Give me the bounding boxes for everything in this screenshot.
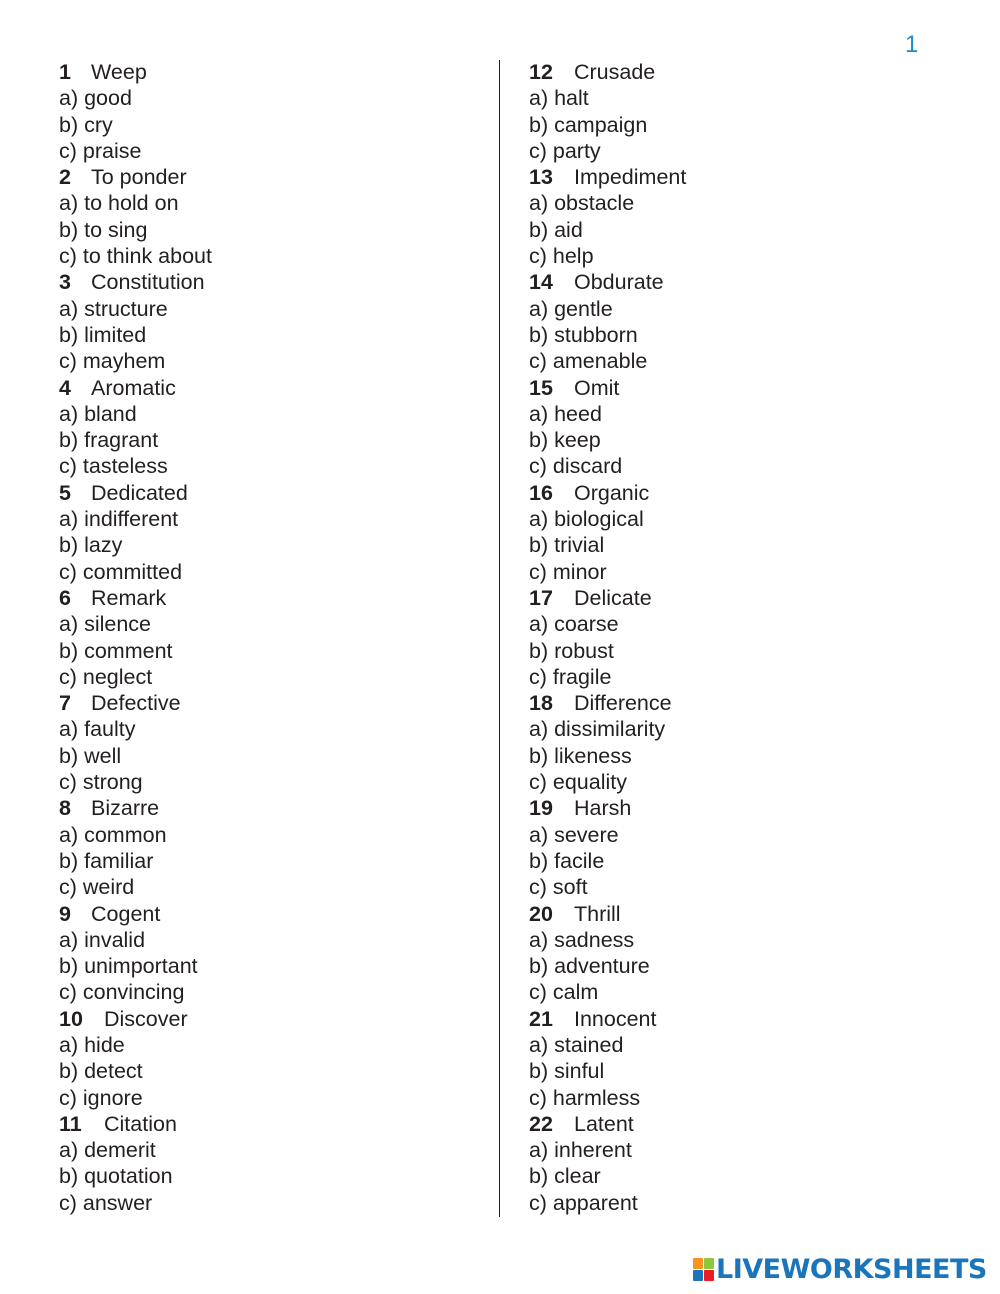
question-word: Crusade	[574, 60, 656, 84]
question-item	[529, 480, 949, 585]
answer-option[interactable]: b) campaign	[529, 112, 648, 137]
answer-option[interactable]: c) praise	[59, 138, 142, 163]
question-heading	[529, 795, 949, 821]
answer-option[interactable]: c) help	[529, 244, 594, 269]
liveworksheets-logo	[693, 1252, 987, 1286]
question-number: 7	[59, 691, 71, 716]
answer-option[interactable]: a) halt	[529, 86, 589, 111]
question-item	[59, 164, 479, 269]
question-item	[59, 1006, 479, 1111]
question-word: Cogent	[91, 901, 161, 926]
question-item	[529, 1006, 949, 1111]
question-number: 22	[529, 1111, 553, 1136]
answer-option[interactable]: c) neglect	[59, 664, 153, 689]
answer-option[interactable]: a) faulty	[59, 717, 136, 742]
answer-option[interactable]: b) unimportant	[59, 954, 198, 979]
answer-option[interactable]: a) severe	[529, 822, 619, 847]
answer-option[interactable]: b) cry	[59, 112, 113, 137]
answer-option[interactable]: a) hide	[59, 1032, 125, 1057]
answer-option[interactable]: c) calm	[529, 980, 599, 1005]
question-heading	[59, 269, 479, 295]
question-word: To ponder	[91, 165, 187, 190]
question-heading	[529, 269, 949, 295]
question-heading	[529, 1006, 949, 1032]
answer-option[interactable]: a) coarse	[529, 612, 619, 637]
question-heading	[529, 480, 949, 506]
liveworksheets-logo-icon	[693, 1258, 713, 1280]
answer-option[interactable]: b) aid	[529, 217, 583, 242]
answer-option[interactable]: b) well	[59, 743, 122, 768]
question-item	[529, 1111, 949, 1216]
question-item	[59, 901, 479, 1006]
answer-option[interactable]: b) sinful	[529, 1059, 605, 1084]
question-item	[529, 269, 949, 374]
question-word: Defective	[91, 691, 181, 716]
right-question-column	[529, 59, 949, 1216]
answer-option[interactable]: b) likeness	[529, 743, 632, 768]
answer-option[interactable]: c) amenable	[529, 349, 648, 374]
question-heading	[529, 901, 949, 927]
answer-option[interactable]: b) lazy	[59, 533, 123, 558]
question-item	[59, 1111, 479, 1216]
question-word: Citation	[104, 1111, 177, 1136]
answer-option[interactable]: b) to sing	[59, 217, 148, 242]
question-number: 8	[59, 796, 71, 821]
question-word: Omit	[574, 375, 620, 400]
answer-option[interactable]: c) to think about	[59, 244, 212, 269]
answer-option[interactable]: b) facile	[529, 848, 605, 873]
question-word: Constitution	[91, 270, 205, 295]
answer-option[interactable]: a) gentle	[529, 296, 613, 321]
question-word: Innocent	[574, 1006, 657, 1031]
answer-option[interactable]: b) trivial	[529, 533, 605, 558]
question-heading	[529, 585, 949, 611]
question-item	[529, 901, 949, 1006]
question-number: 14	[529, 270, 553, 295]
answer-option[interactable]: c) mayhem	[59, 349, 166, 374]
question-number: 20	[529, 901, 553, 926]
answer-option[interactable]: c) ignore	[59, 1085, 143, 1110]
question-word: Organic	[574, 480, 650, 505]
answer-option[interactable]: c) harmless	[529, 1085, 641, 1110]
question-number: 17	[529, 585, 553, 610]
question-heading	[59, 585, 479, 611]
question-word: Latent	[574, 1111, 634, 1136]
answer-option[interactable]: c) soft	[529, 875, 588, 900]
question-number: 19	[529, 796, 553, 821]
answer-option[interactable]: b) limited	[59, 322, 147, 347]
question-number: 12	[529, 60, 553, 84]
logo-square-4	[704, 1270, 714, 1281]
answer-option[interactable]: a) to hold on	[59, 191, 179, 216]
question-heading	[59, 690, 479, 716]
answer-option[interactable]: a) stained	[529, 1032, 624, 1057]
answer-option[interactable]: c) weird	[59, 875, 135, 900]
question-number: 13	[529, 165, 553, 190]
question-heading	[529, 164, 949, 190]
question-word: Thrill	[574, 901, 621, 926]
question-item	[529, 375, 949, 480]
question-item	[59, 269, 479, 374]
answer-option[interactable]: c) tasteless	[59, 454, 168, 479]
column-divider	[499, 60, 500, 1217]
question-number: 4	[59, 375, 71, 400]
logo-square-1	[693, 1258, 703, 1269]
answer-option[interactable]: a) demerit	[59, 1138, 156, 1163]
question-item	[59, 795, 479, 900]
answer-option[interactable]: c) equality	[529, 770, 627, 795]
answer-option[interactable]: a) obstacle	[529, 191, 635, 216]
question-item	[529, 59, 949, 164]
question-number: 9	[59, 901, 71, 926]
question-word: Difference	[574, 691, 672, 716]
answer-option[interactable]: b) robust	[529, 638, 614, 663]
question-number: 1	[59, 60, 71, 84]
question-heading	[59, 480, 479, 506]
answer-option[interactable]: c) convincing	[59, 980, 185, 1005]
question-heading	[59, 1111, 479, 1137]
question-number: 15	[529, 375, 553, 400]
question-word: Bizarre	[91, 796, 160, 821]
question-number: 2	[59, 165, 71, 190]
answer-option[interactable]: b) detect	[59, 1059, 143, 1084]
question-word: Dedicated	[91, 480, 188, 505]
answer-option[interactable]: a) silence	[59, 612, 152, 637]
question-item	[529, 585, 949, 690]
question-word: Obdurate	[574, 270, 664, 295]
answer-option[interactable]: b) keep	[529, 428, 601, 453]
answer-option[interactable]: c) committed	[59, 559, 183, 584]
question-item	[529, 795, 949, 900]
question-word: Delicate	[574, 585, 652, 610]
answer-option[interactable]: a) heed	[529, 401, 602, 426]
answer-option[interactable]: a) dissimilarity	[529, 717, 666, 742]
question-heading	[59, 375, 479, 401]
question-word: Harsh	[574, 796, 632, 821]
question-word: Impediment	[574, 165, 687, 190]
question-number: 10	[59, 1006, 83, 1031]
question-word: Aromatic	[91, 375, 176, 400]
liveworksheets-logo-text: LIVEWORKSHEETS	[716, 1253, 987, 1285]
answer-option[interactable]: a) bland	[59, 401, 137, 426]
question-heading	[529, 690, 949, 716]
answer-option[interactable]: c) apparent	[529, 1190, 638, 1215]
answer-option[interactable]: c) party	[529, 138, 601, 163]
question-heading	[59, 795, 479, 821]
answer-option[interactable]: a) sadness	[529, 927, 635, 952]
question-item	[59, 585, 479, 690]
answer-option[interactable]: c) fragile	[529, 664, 612, 689]
question-heading	[529, 1111, 949, 1137]
answer-option[interactable]: b) comment	[59, 638, 173, 663]
answer-option[interactable]: c) minor	[529, 559, 607, 584]
question-heading	[529, 59, 949, 85]
question-number: 11	[59, 1111, 82, 1136]
question-number: 16	[529, 480, 553, 505]
answer-option[interactable]: b) stubborn	[529, 322, 638, 347]
answer-option[interactable]: b) fragrant	[59, 428, 159, 453]
question-word: Discover	[104, 1006, 188, 1031]
answer-option[interactable]: a) biological	[529, 507, 644, 532]
question-item	[529, 164, 949, 269]
logo-square-2	[704, 1258, 714, 1269]
question-heading	[59, 901, 479, 927]
answer-option[interactable]: b) clear	[529, 1164, 601, 1189]
question-item	[59, 690, 479, 795]
answer-option[interactable]: b) quotation	[59, 1164, 173, 1189]
question-item	[59, 480, 479, 585]
question-number: 3	[59, 270, 71, 295]
question-item	[59, 59, 479, 164]
answer-option[interactable]: c) discard	[529, 454, 623, 479]
question-heading	[59, 1006, 479, 1032]
answer-option[interactable]: a) invalid	[59, 927, 146, 952]
question-heading	[59, 164, 479, 190]
answer-option[interactable]: a) structure	[59, 296, 168, 321]
question-number: 18	[529, 691, 553, 716]
left-question-column	[59, 59, 479, 1216]
question-word: Remark	[91, 585, 167, 610]
answer-option[interactable]: a) inherent	[529, 1138, 632, 1163]
question-heading	[529, 375, 949, 401]
answer-option[interactable]: a) indifferent	[59, 507, 179, 532]
question-item	[529, 690, 949, 795]
question-heading	[59, 59, 479, 85]
question-number: 21	[529, 1006, 553, 1031]
answer-option[interactable]: b) adventure	[529, 954, 650, 979]
answer-option[interactable]: a) good	[59, 86, 132, 111]
question-number: 5	[59, 480, 71, 505]
question-item	[59, 375, 479, 480]
question-number: 6	[59, 585, 71, 610]
question-word: Weep	[91, 60, 147, 84]
answer-option[interactable]: a) common	[59, 822, 167, 847]
answer-option[interactable]: c) answer	[59, 1190, 153, 1215]
page-number: 1	[905, 31, 919, 58]
logo-square-3	[693, 1270, 703, 1281]
answer-option[interactable]: c) strong	[59, 770, 143, 795]
answer-option[interactable]: b) familiar	[59, 848, 154, 873]
